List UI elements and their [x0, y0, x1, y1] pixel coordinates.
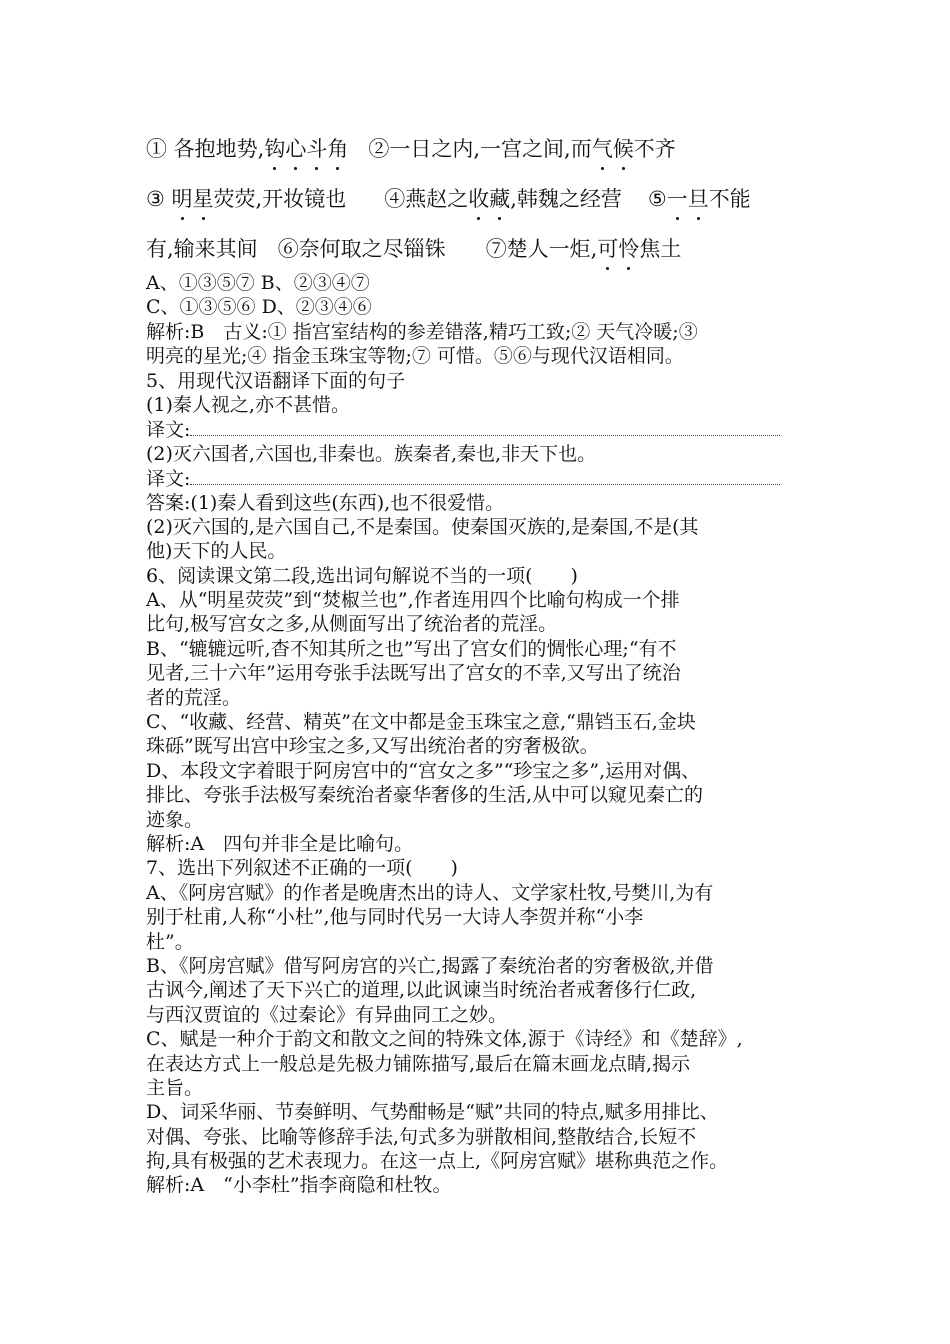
option-5: ⑤一旦不能 [648, 187, 751, 211]
emphasized-char: 候 [613, 133, 634, 163]
text-line: A、《阿房宫赋》的作者是晚唐杰出的诗人、文学家杜牧,号樊川,为有 [146, 881, 714, 904]
emphasized-char: 斗 [306, 133, 327, 163]
translation-line-1 [146, 417, 811, 441]
option-6: ⑥奈何取之尽锱铢 [277, 237, 446, 261]
dotted-term [264, 137, 348, 161]
text-line: (2)灭六国者,六国也,非秦也。族秦者,秦也,非天下也。 [146, 442, 597, 465]
text-line: 见者,三十六年”运用夸张手法既写出了宫女的不幸,又写出了统治 [146, 662, 681, 685]
emphasized-char: 钩 [264, 133, 285, 163]
dotted-term [468, 187, 510, 211]
text-line: 7、选出下列叙述不正确的一项( ) [146, 857, 458, 880]
text-line: 排比、夸张手法极写秦统治者豪华奢侈的生活,从中可以窥见秦亡的 [146, 784, 704, 807]
translation-line-2 [146, 466, 811, 490]
text-line: C、“收藏、经营、精英”在文中都是金玉珠宝之意,“鼎铛玉石,金块 [146, 711, 696, 734]
text-line: A、从“明星荧荧”到“焚椒兰也”,作者连用四个比喻句构成一个排 [146, 589, 680, 612]
text-line: 古讽今,阐述了天下兴亡的道理,以此讽谏当时统治者戒奢侈行仁政, [146, 979, 697, 1002]
emphasized-char: 可 [597, 233, 618, 263]
translation-label: 译文: [146, 468, 191, 491]
dotted-term [172, 187, 214, 211]
text-line: 解析:A “小李杜”指李商隐和杜牧。 [146, 1174, 452, 1197]
emphasized-char: 明 [172, 183, 193, 213]
text-line: 对偶、夸张、比喻等修辞手法,句式多为骈散相间,整散结合,长短不 [146, 1125, 697, 1148]
text-line: 与西汉贾谊的《过秦论》有异曲同工之妙。 [146, 1003, 508, 1026]
emphasized-char: 一 [667, 183, 688, 213]
emphasized-char: 心 [285, 133, 306, 163]
text-line: 主旨。 [146, 1076, 204, 1099]
text-line: (2)灭六国的,是六国自己,不是秦国。使秦国灭族的,是秦国,不是(其 [146, 515, 699, 538]
answer-blank [190, 417, 780, 436]
text-line: D、本段文字着眼于阿房宫中的“宫女之多”“珍宝之多”,运用对偶、 [146, 759, 701, 782]
text-line: 珠砾”既写出宫中珍宝之多,又写出统治者的穷奢极欲。 [146, 735, 599, 758]
option-7: ⑦楚人一炬,可怜焦土 [486, 237, 682, 261]
text-line: 者的荒淫。 [146, 686, 242, 709]
options-row-2 [146, 183, 751, 213]
dotted-term [667, 187, 709, 211]
emphasized-char: 角 [327, 133, 348, 163]
text-line: 迹象。 [146, 808, 204, 831]
option-5-continued: 有,输来其间 [146, 237, 258, 261]
emphasized-char: 气 [592, 133, 613, 163]
text-line: A、①③⑤⑦ B、②③④⑦ [146, 272, 370, 294]
text-line: 比句,极写宫女之多,从侧面写出了统治者的荒淫。 [146, 613, 558, 636]
option-2: ②一日之内,一宫之间,而气候不齐 [368, 137, 675, 161]
options-row-1 [146, 133, 676, 163]
text-line: C、①③⑤⑥ D、②③④⑥ [146, 296, 372, 319]
emphasized-char: 旦 [688, 183, 709, 213]
options-row-3 [146, 233, 681, 263]
text-line: 别于杜甫,人称“小杜”,他与同时代另一大诗人李贺并称“小李 [146, 906, 644, 929]
emphasized-char: 星 [193, 183, 214, 213]
emphasized-char: 收 [468, 183, 489, 213]
text-line: 杜”。 [146, 930, 194, 953]
text-line: B、《阿房宫赋》借写阿房宫的兴亡,揭露了秦统治者的穷奢极欲,并借 [146, 954, 714, 977]
text-line: 在表达方式上一般总是先极力铺陈描写,最后在篇末画龙点睛,揭示 [146, 1052, 691, 1075]
text-line: 5、用现代汉语翻译下面的句子 [146, 369, 406, 392]
text-line: 解析:B 古义:① 指宫室结构的参差错落,精巧工致;② 天气冷暖;③ [146, 320, 698, 343]
emphasized-char: 怜 [618, 233, 639, 263]
dotted-term [592, 137, 634, 161]
text-line: (1)秦人视之,亦不甚惜。 [146, 393, 350, 416]
text-line: 解析:A 四句并非全是比喻句。 [146, 832, 414, 855]
text-line: B、“辘辘远听,杳不知其所之也”写出了宫女们的惆怅心理;“有不 [146, 637, 677, 660]
text-line: 他)天下的人民。 [146, 540, 287, 563]
option-1: ① 各抱地势,钩心斗角 [146, 137, 348, 161]
translation-label: 译文: [146, 419, 191, 442]
option-4: ④燕赵之收藏,韩魏之经营 [384, 187, 622, 211]
text-line: C、赋是一种介于韵文和散文之间的特殊文体,源于《诗经》和《楚辞》, [146, 1028, 743, 1051]
text-line: 明亮的星光;④ 指金玉珠宝等物;⑦ 可惜。⑤⑥与现代汉语相同。 [146, 345, 684, 368]
body-text [146, 271, 811, 1198]
text-line: 拘,具有极强的艺术表现力。在这一点上,《阿房宫赋》堪称典范之作。 [146, 1150, 729, 1173]
text-line: D、词采华丽、节奏鲜明、气势酣畅是“赋”共同的特点,赋多用排比、 [146, 1101, 719, 1124]
option-3: ③ 明星荧荧,开妆镜也 [146, 187, 346, 211]
text-line: 答案:(1)秦人看到这些(东西),也不很爱惜。 [146, 491, 505, 514]
emphasized-char: 藏 [489, 183, 510, 213]
text-line: 6、阅读课文第二段,选出词句解说不当的一项( ) [146, 564, 578, 587]
answer-blank [190, 466, 780, 485]
dotted-term [597, 237, 639, 261]
